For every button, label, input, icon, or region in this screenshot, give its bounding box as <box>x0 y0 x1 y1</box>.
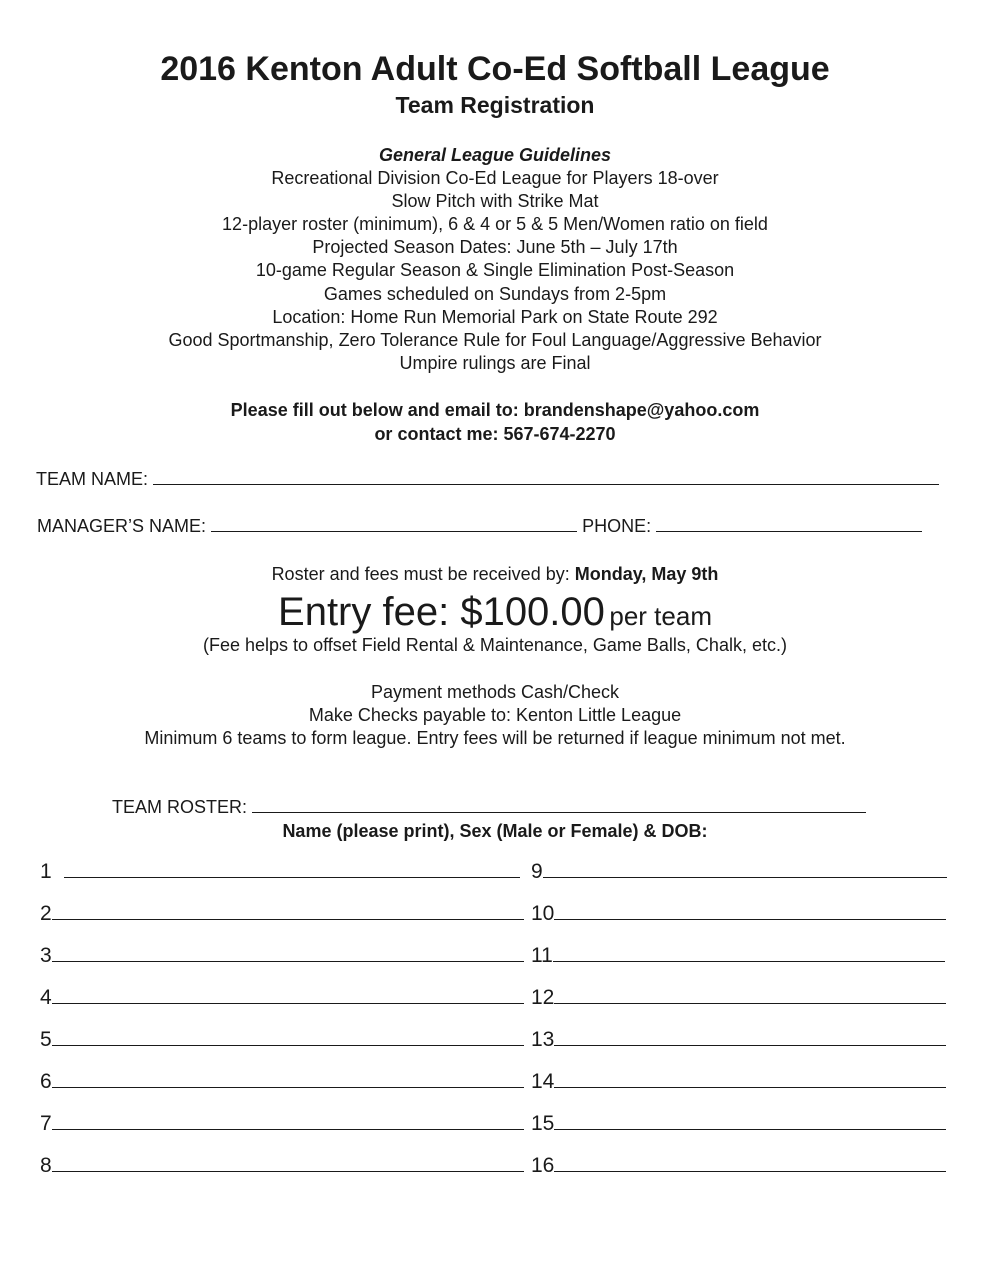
roster-number: 13 <box>531 1028 555 1051</box>
roster-entry-field[interactable] <box>52 1114 524 1130</box>
roster-entry-field[interactable] <box>554 904 946 920</box>
roster-number: 1 <box>40 860 52 883</box>
team-roster-row <box>112 797 866 818</box>
roster-row <box>531 1028 946 1052</box>
deadline-line <box>0 564 990 585</box>
roster-row <box>40 860 520 884</box>
roster-row <box>531 860 947 884</box>
roster-row <box>40 944 524 968</box>
roster-row <box>40 1154 524 1178</box>
roster-entry-field[interactable] <box>52 946 524 962</box>
manager-name-label: MANAGER’S NAME: <box>37 516 207 536</box>
roster-row <box>531 1154 946 1178</box>
guideline-line: Umpire rulings are Final <box>399 353 591 373</box>
roster-number: 3 <box>40 944 52 967</box>
roster-row <box>531 1070 946 1094</box>
roster-number: 2 <box>40 902 52 925</box>
phone-field[interactable] <box>656 516 922 532</box>
roster-entry-field[interactable] <box>554 1156 946 1172</box>
contact-instruction: or contact me: 567-674-2270 <box>374 424 616 444</box>
roster-number: 6 <box>40 1070 52 1093</box>
guideline-line: Slow Pitch with Strike Mat <box>391 191 599 211</box>
entry-fee-amount: Entry fee: $100.00 <box>278 590 605 634</box>
entry-fee-suffix: per team <box>609 601 712 631</box>
email-instruction: Please fill out below and email to: brandenshape@yahoo.com <box>230 400 760 420</box>
manager-row <box>37 516 922 537</box>
guideline-line: Games scheduled on Sundays from 2-5pm <box>323 284 667 304</box>
payment-line: Minimum 6 teams to form league. Entry fees will be returned if league minimum not met. <box>144 728 846 748</box>
roster-number: 5 <box>40 1028 52 1051</box>
roster-entry-field[interactable] <box>554 1030 946 1046</box>
roster-row <box>531 902 946 926</box>
roster-number: 16 <box>531 1154 555 1177</box>
deadline-text: Roster and fees must be received by: <box>271 564 570 584</box>
roster-row <box>40 902 524 926</box>
roster-subheading: Name (please print), Sex (Male or Female) & DOB: <box>282 821 708 841</box>
fee-note: (Fee helps to offset Field Rental & Maintenance, Game Balls, Chalk, etc.) <box>203 635 787 655</box>
team-name-field[interactable] <box>153 469 939 485</box>
roster-number: 12 <box>531 986 555 1009</box>
team-roster-label: TEAM ROSTER: <box>112 797 248 817</box>
page-title: 2016 Kenton Adult Co-Ed Softball League <box>160 50 830 88</box>
guidelines-heading: General League Guidelines <box>378 145 612 165</box>
roster-number: 14 <box>531 1070 555 1093</box>
team-name-row <box>36 469 939 490</box>
roster-row <box>40 1070 524 1094</box>
team-roster-field[interactable] <box>252 797 866 813</box>
payment-line: Payment methods Cash/Check <box>370 682 620 702</box>
roster-number: 8 <box>40 1154 52 1177</box>
roster-entry-field[interactable] <box>52 904 524 920</box>
guideline-line: Recreational Division Co-Ed League for Players 18-over <box>271 168 719 188</box>
roster-row <box>531 944 945 968</box>
roster-entry-field[interactable] <box>64 862 520 878</box>
roster-entry-field[interactable] <box>554 1114 946 1130</box>
roster-number: 10 <box>531 902 555 925</box>
roster-row <box>531 1112 946 1136</box>
guideline-line: Location: Home Run Memorial Park on State Route 292 <box>272 307 718 327</box>
roster-entry-field[interactable] <box>554 988 946 1004</box>
roster-number: 15 <box>531 1112 555 1135</box>
roster-number: 7 <box>40 1112 52 1135</box>
guideline-line: 10-game Regular Season & Single Elimination Post-Season <box>255 260 735 280</box>
roster-entry-field[interactable] <box>554 1072 946 1088</box>
roster-row <box>40 1028 524 1052</box>
roster-entry-field[interactable] <box>543 862 947 878</box>
guideline-line: Good Sportmanship, Zero Tolerance Rule for Foul Language/Aggressive Behavior <box>168 330 822 350</box>
roster-entry-field[interactable] <box>52 1072 524 1088</box>
deadline-date: Monday, May 9th <box>574 564 719 584</box>
payment-line: Make Checks payable to: Kenton Little League <box>308 705 682 725</box>
roster-number: 11 <box>531 944 553 967</box>
roster-number: 4 <box>40 986 52 1009</box>
entry-fee <box>0 590 990 635</box>
guideline-line: 12-player roster (minimum), 6 & 4 or 5 & 5 Men/Women ratio on field <box>222 214 768 234</box>
page-subtitle: Team Registration <box>395 92 595 118</box>
roster-entry-field[interactable] <box>52 1030 524 1046</box>
guideline-line: Projected Season Dates: June 5th – July 17th <box>312 237 678 257</box>
roster-entry-field[interactable] <box>52 988 524 1004</box>
roster-number: 9 <box>531 860 543 883</box>
roster-row <box>531 986 946 1010</box>
roster-entry-field[interactable] <box>553 946 945 962</box>
roster-row <box>40 986 524 1010</box>
roster-row <box>40 1112 524 1136</box>
manager-name-field[interactable] <box>211 516 577 532</box>
phone-label: PHONE: <box>582 516 652 536</box>
roster-entry-field[interactable] <box>52 1156 524 1172</box>
team-name-label: TEAM NAME: <box>36 469 149 489</box>
